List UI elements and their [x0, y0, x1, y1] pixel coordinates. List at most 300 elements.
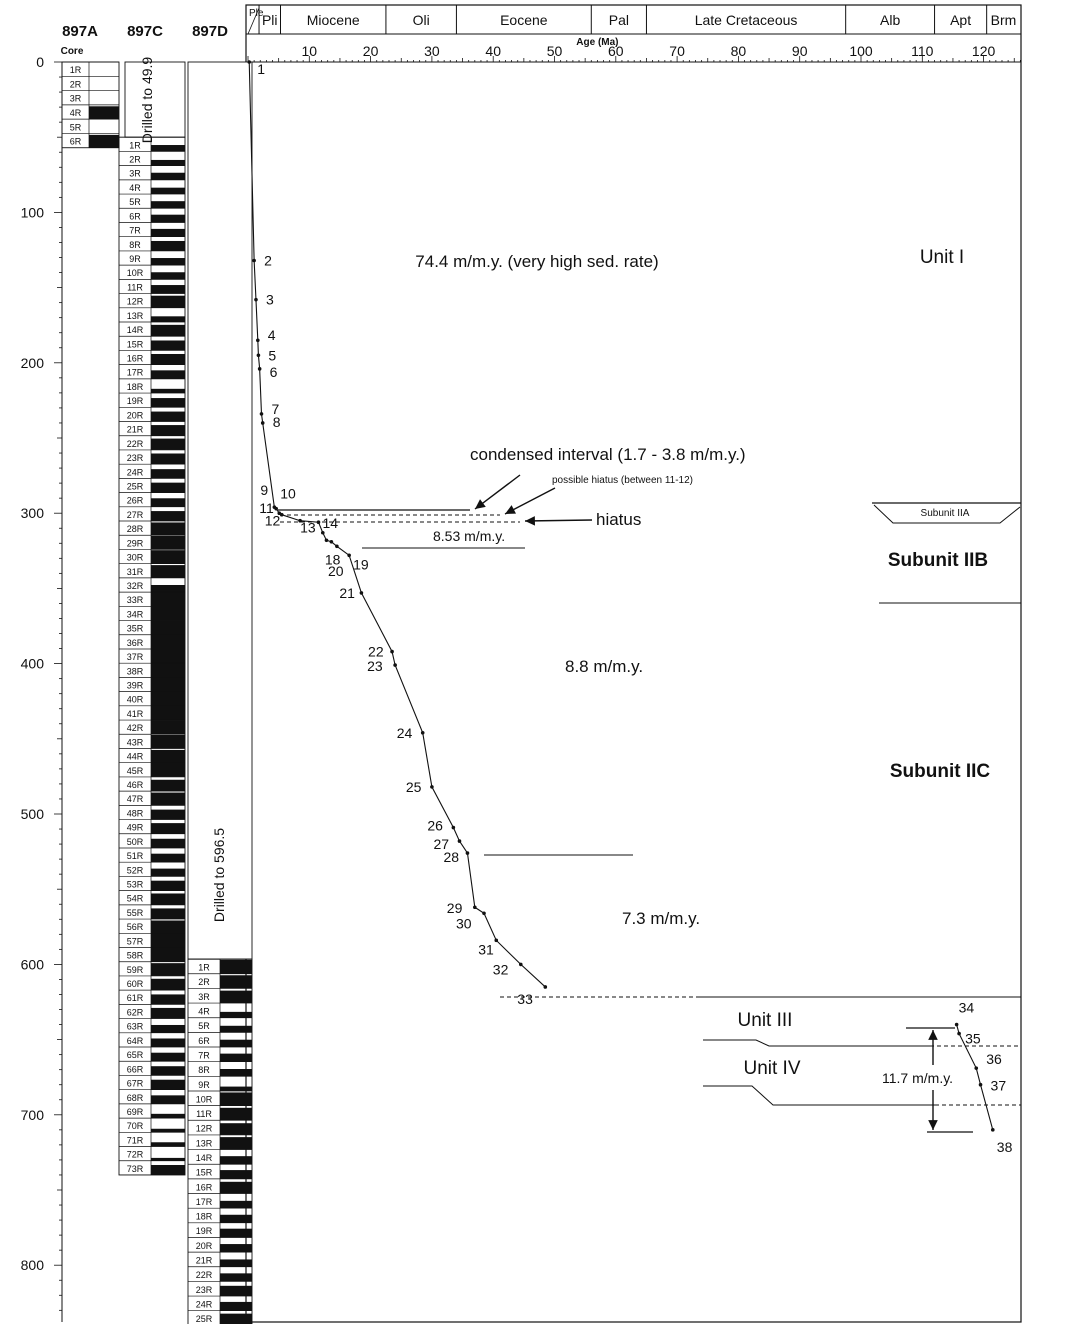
core-recovery-bar	[220, 1026, 252, 1033]
core-label-897d-14r: 14R	[195, 1152, 213, 1163]
core-recovery-bar	[151, 1129, 185, 1133]
datum-point-3	[254, 298, 258, 302]
core-recovery-bar	[151, 173, 185, 180]
datum-label-2: 2	[264, 252, 272, 269]
core-recovery-bar	[151, 606, 185, 620]
core-column-label: Core	[60, 46, 84, 57]
core-recovery-bar	[151, 469, 185, 478]
core-recovery-bar	[151, 412, 185, 422]
depth-tick-label: 800	[20, 1257, 44, 1274]
core-recovery-bar	[151, 483, 185, 493]
core-label-897c-29r: 29R	[126, 538, 144, 549]
datum-point-34	[955, 1023, 959, 1027]
core-recovery-bar	[151, 498, 185, 507]
core-label-897a-5r: 5R	[69, 122, 82, 133]
datum-label-11: 11	[259, 500, 274, 517]
core-recovery-bar	[220, 975, 252, 988]
datum-label-28: 28	[443, 849, 460, 866]
datum-point-32	[519, 963, 523, 967]
core-label-897c-42r: 42R	[126, 723, 144, 734]
core-label-897c-6r: 6R	[129, 211, 141, 222]
hole-label-897a: 897A	[62, 23, 98, 40]
core-label-897d-17r: 17R	[195, 1196, 213, 1207]
core-label-897c-64r: 64R	[126, 1035, 144, 1046]
age-depth-line-1	[249, 62, 545, 987]
core-label-897c-10r: 10R	[126, 268, 144, 279]
core-recovery-bar	[151, 1008, 185, 1019]
core-recovery-bar	[151, 398, 185, 407]
core-label-897c-8r: 8R	[129, 239, 141, 250]
core-recovery-bar	[151, 869, 185, 877]
core-recovery-bar	[151, 1114, 185, 1118]
datum-label-12: 12	[264, 512, 281, 529]
datum-label-30: 30	[456, 915, 472, 932]
unit-iii-label: Unit III	[737, 1010, 793, 1031]
core-label-897c-43r: 43R	[126, 737, 144, 748]
core-label-897c-28r: 28R	[126, 524, 144, 535]
datum-label-36: 36	[986, 1051, 1002, 1068]
core-label-897c-26r: 26R	[126, 495, 144, 506]
datum-label-7: 7	[271, 400, 280, 417]
core-label-897c-38r: 38R	[126, 666, 144, 677]
core-label-897c-57r: 57R	[126, 936, 144, 947]
core-recovery-bar	[151, 536, 185, 550]
datum-point-17	[330, 540, 334, 544]
core-label-897c-27r: 27R	[126, 509, 144, 520]
datum-label-21: 21	[339, 584, 355, 601]
datum-point-33	[544, 985, 548, 989]
core-label-897c-59r: 59R	[126, 964, 144, 975]
core-recovery-bar	[151, 201, 185, 208]
core-label-897d-15r: 15R	[195, 1167, 213, 1178]
core-recovery-bar	[89, 135, 119, 148]
hole-label-897c: 897C	[127, 23, 163, 40]
datum-label-31: 31	[478, 941, 494, 958]
core-label-897c-69r: 69R	[126, 1106, 144, 1117]
core-recovery-bar	[151, 823, 185, 834]
unit-iv-label: Unit IV	[743, 1058, 801, 1079]
datum-point-16	[325, 538, 329, 542]
core-recovery-bar	[151, 810, 185, 820]
core-recovery-bar	[151, 780, 185, 791]
datum-label-4: 4	[267, 327, 276, 344]
core-label-897d-2r: 2R	[198, 977, 210, 988]
datum-point-35	[957, 1032, 961, 1036]
core-recovery-bar	[151, 425, 185, 436]
core-recovery-bar	[151, 145, 185, 151]
core-recovery-bar	[151, 229, 185, 237]
rate-annotation-2: 8.53 m/m.y.	[433, 528, 506, 544]
datum-label-25: 25	[405, 778, 422, 795]
depth-tick-label: 200	[20, 354, 44, 371]
core-label-897c-20r: 20R	[126, 410, 144, 421]
datum-point-23	[393, 663, 397, 667]
core-recovery-bar	[151, 735, 185, 749]
epoch-label-oli: Oli	[412, 12, 430, 28]
datum-label-5: 5	[268, 347, 277, 364]
drilled-box-897c	[125, 62, 185, 137]
core-label-897c-49r: 49R	[126, 822, 144, 833]
core-recovery-bar	[151, 908, 185, 919]
datum-label-32: 32	[492, 961, 509, 978]
core-recovery-bar	[151, 1095, 185, 1104]
core-recovery-bar	[220, 1259, 252, 1266]
datum-label-24: 24	[396, 724, 413, 741]
datum-point-1	[247, 60, 251, 64]
core-recovery-bar	[151, 241, 185, 251]
datum-point-37	[979, 1083, 983, 1087]
subunit-iic-label: Subunit IIC	[889, 761, 991, 782]
core-label-897c-24r: 24R	[126, 467, 144, 478]
core-label-897d-20r: 20R	[195, 1240, 213, 1251]
core-label-897d-8r: 8R	[198, 1065, 210, 1076]
core-label-897c-17r: 17R	[126, 367, 144, 378]
core-label-897c-71r: 71R	[126, 1135, 144, 1146]
core-label-897c-1r: 1R	[129, 140, 141, 151]
core-label-897c-56r: 56R	[126, 922, 144, 933]
core-recovery-bar	[151, 522, 185, 535]
core-recovery-bar	[151, 325, 185, 336]
core-label-897c-11r: 11R	[127, 282, 143, 293]
datum-point-5	[257, 353, 261, 357]
core-label-897c-15r: 15R	[126, 339, 144, 350]
core-recovery-bar	[151, 839, 185, 848]
core-recovery-bar	[151, 511, 185, 521]
core-label-897c-53r: 53R	[126, 879, 144, 890]
datum-point-31	[494, 939, 498, 943]
age-axis-title: Age (Ma)	[576, 37, 619, 48]
core-recovery-bar	[151, 920, 185, 933]
core-label-897c-18r: 18R	[126, 381, 144, 392]
core-label-897a-2r: 2R	[69, 79, 82, 90]
core-label-897c-62r: 62R	[126, 1007, 144, 1018]
core-label-897c-34r: 34R	[126, 609, 144, 620]
age-tick-label: 90	[791, 43, 808, 59]
core-recovery-bar	[220, 1137, 252, 1149]
unit-iv-base	[703, 1086, 935, 1105]
datum-label-34: 34	[958, 999, 975, 1016]
depth-tick-label: 500	[20, 806, 44, 822]
core-label-897c-60r: 60R	[126, 979, 144, 990]
core-recovery-bar	[89, 106, 119, 119]
core-recovery-bar	[220, 991, 252, 1003]
depth-tick-label: 0	[36, 54, 44, 70]
datum-label-33: 33	[517, 990, 533, 1007]
core-label-897c-70r: 70R	[126, 1121, 144, 1132]
core-label-897c-13r: 13R	[126, 310, 144, 321]
core-recovery-bar	[151, 285, 185, 294]
core-label-897c-51r: 51R	[126, 851, 144, 862]
datum-point-27	[458, 839, 462, 843]
core-label-897c-4r: 4R	[129, 182, 141, 193]
core-label-897d-7r: 7R	[198, 1050, 210, 1061]
datum-label-23: 23	[367, 658, 383, 675]
core-recovery-bar	[151, 720, 185, 734]
core-recovery-bar	[220, 1069, 252, 1076]
datum-label-37: 37	[990, 1077, 1007, 1094]
core-recovery-bar	[151, 258, 185, 265]
core-label-897c-5r: 5R	[129, 197, 141, 208]
core-label-897d-23r: 23R	[195, 1284, 213, 1295]
core-recovery-bar	[151, 663, 185, 677]
core-recovery-bar	[151, 763, 185, 777]
epoch-label-miocene: Miocene	[306, 12, 360, 28]
core-label-897c-72r: 72R	[126, 1149, 144, 1160]
subunit-iia-label: Subunit IIA	[920, 508, 970, 519]
datum-label-22: 22	[368, 643, 384, 660]
core-label-897c-36r: 36R	[126, 637, 144, 648]
core-recovery-bar	[151, 1025, 185, 1033]
core-recovery-bar	[151, 963, 185, 976]
core-label-897c-58r: 58R	[126, 950, 144, 961]
core-recovery-bar	[151, 188, 185, 194]
core-label-897c-65r: 65R	[126, 1050, 144, 1061]
core-label-897c-52r: 52R	[126, 865, 144, 876]
datum-point-2	[252, 259, 256, 263]
core-label-897c-55r: 55R	[126, 907, 144, 918]
possible-hiatus-label: possible hiatus (between 11-12)	[552, 475, 694, 486]
core-label-897c-40r: 40R	[126, 694, 144, 705]
core-recovery-bar	[151, 1158, 185, 1161]
drilled-box-897d	[188, 62, 252, 959]
core-label-897a-6r: 6R	[69, 136, 82, 147]
age-tick-label: 20	[362, 43, 379, 59]
core-recovery-bar	[151, 272, 185, 279]
core-recovery-bar	[151, 1165, 185, 1175]
core-recovery-bar	[151, 1038, 185, 1047]
core-recovery-bar	[151, 649, 185, 663]
datum-label-27: 27	[433, 836, 450, 853]
epoch-label-brm: Brm	[990, 12, 1017, 28]
core-label-897c-47r: 47R	[126, 794, 144, 805]
hiatus-label: hiatus	[596, 510, 642, 529]
core-recovery-bar	[151, 439, 185, 450]
core-label-897d-9r: 9R	[198, 1079, 210, 1090]
datum-label-20: 20	[328, 563, 344, 579]
core-label-897c-37r: 37R	[126, 652, 144, 663]
datum-point-36	[974, 1066, 978, 1070]
drilled-note-897d: Drilled to 596.5	[211, 827, 227, 923]
datum-label-8: 8	[272, 413, 281, 430]
unit-i-label: Unit I	[919, 247, 965, 268]
core-label-897c-25r: 25R	[126, 481, 144, 492]
datum-label-19: 19	[353, 556, 369, 573]
core-label-897d-19r: 19R	[195, 1226, 213, 1237]
core-label-897c-19r: 19R	[126, 396, 144, 407]
age-tick-label: 10	[301, 43, 318, 59]
core-label-897d-22r: 22R	[195, 1270, 213, 1281]
unit-iii-iv-boundary	[703, 1040, 930, 1046]
hiatus-arrow-head	[525, 516, 535, 526]
rate-annotation-unit1: 74.4 m/m.y. (very high sed. rate)	[415, 252, 659, 271]
core-recovery-bar	[151, 340, 185, 350]
core-label-897c-3r: 3R	[129, 168, 141, 179]
core-label-897d-25r: 25R	[195, 1314, 213, 1324]
age-tick-label: 30	[424, 43, 440, 59]
datum-point-22	[390, 650, 394, 654]
rate-annotation-4: 7.3 m/m.y.	[622, 909, 701, 928]
core-recovery-bar	[220, 1156, 252, 1164]
core-recovery-bar	[151, 296, 185, 308]
core-recovery-bar	[220, 1244, 252, 1252]
core-recovery-bar	[151, 316, 185, 322]
epoch-label-late-cretaceous: Late Cretaceous	[694, 12, 798, 28]
epoch-label-apt: Apt	[950, 12, 972, 28]
core-label-897c-61r: 61R	[126, 993, 144, 1004]
datum-label-3: 3	[265, 291, 274, 308]
core-recovery-bar	[151, 592, 185, 606]
depth-tick-label: 100	[20, 204, 44, 221]
datum-point-18	[335, 544, 339, 548]
depth-tick-label: 700	[20, 1106, 44, 1123]
core-recovery-bar	[151, 979, 185, 990]
depth-tick-label: 300	[20, 505, 44, 522]
core-recovery-bar	[151, 454, 185, 465]
datum-label-18: 18	[324, 551, 341, 568]
datum-label-38: 38	[996, 1138, 1013, 1155]
core-recovery-bar	[151, 677, 185, 691]
epoch-label-ple: Ple	[249, 8, 264, 19]
core-label-897c-67r: 67R	[126, 1078, 144, 1089]
subunit-iib-label: Subunit IIB	[887, 550, 989, 571]
core-label-897a-3r: 3R	[69, 93, 82, 104]
datum-label-6: 6	[269, 363, 278, 380]
epoch-label-pli: Pli	[261, 12, 278, 28]
core-label-897d-11r: 11R	[196, 1109, 212, 1120]
datum-point-8	[261, 421, 265, 425]
drilled-note-897c: Drilled to 49.9	[139, 56, 155, 144]
core-label-897c-31r: 31R	[126, 566, 144, 577]
core-recovery-bar	[220, 1054, 252, 1062]
core-label-897c-16r: 16R	[126, 353, 144, 364]
core-label-897c-48r: 48R	[126, 808, 144, 819]
core-label-897c-46r: 46R	[126, 780, 144, 791]
age-tick-label: 120	[971, 43, 996, 59]
core-recovery-bar	[220, 1201, 252, 1208]
datum-point-28	[466, 851, 470, 855]
rate-arrow-up-head	[928, 1030, 938, 1040]
rate-annotation-3: 8.8 m/m.y.	[565, 657, 644, 676]
datum-label-26: 26	[427, 817, 443, 834]
epoch-label-pal: Pal	[608, 12, 629, 28]
core-recovery-bar	[220, 1215, 252, 1223]
age-tick-label: 80	[730, 43, 747, 59]
age-tick-label: 110	[911, 43, 934, 59]
core-recovery-bar	[151, 370, 185, 379]
core-recovery-bar	[220, 1087, 252, 1091]
core-label-897d-10r: 10R	[195, 1094, 213, 1105]
age-tick-label: 40	[485, 43, 501, 59]
datum-label-14: 14	[322, 515, 339, 532]
core-recovery-bar	[151, 1080, 185, 1090]
core-recovery-bar	[151, 354, 185, 365]
hole-label-897d: 897D	[192, 23, 228, 40]
core-label-897c-50r: 50R	[126, 836, 144, 847]
core-recovery-bar	[151, 881, 185, 891]
core-recovery-bar	[151, 893, 185, 904]
core-recovery-bar	[220, 1182, 252, 1194]
depth-tick-label: 400	[20, 655, 44, 672]
core-recovery-bar	[151, 1053, 185, 1062]
core-label-897d-21r: 21R	[195, 1255, 213, 1266]
core-label-897c-35r: 35R	[126, 623, 144, 634]
hiatus-arrow	[525, 520, 592, 521]
datum-point-30	[482, 911, 486, 915]
core-label-897c-21r: 21R	[126, 424, 144, 435]
datum-point-6	[258, 367, 262, 371]
datum-label-1: 1	[257, 61, 266, 77]
core-label-897c-7r: 7R	[129, 225, 141, 236]
core-label-897a-4r: 4R	[69, 108, 82, 119]
core-label-897d-5r: 5R	[198, 1021, 210, 1032]
datum-point-29	[473, 905, 477, 909]
core-recovery-bar	[151, 215, 185, 223]
condensed-interval-label: condensed interval (1.7 - 3.8 m/m.y.)	[470, 445, 746, 464]
rate-annotation-5: 11.7 m/m.y.	[882, 1070, 954, 1086]
core-label-897c-63r: 63R	[126, 1021, 144, 1032]
core-label-897d-24r: 24R	[195, 1299, 213, 1310]
core-label-897c-66r: 66R	[126, 1064, 144, 1075]
datum-point-38	[991, 1128, 995, 1132]
core-label-897c-12r: 12R	[126, 296, 144, 307]
core-label-897c-14r: 14R	[126, 325, 144, 336]
datum-point-10	[274, 507, 278, 511]
epoch-label-alb: Alb	[880, 12, 901, 28]
datum-point-7	[260, 412, 264, 416]
core-label-897d-16r: 16R	[195, 1182, 213, 1193]
core-label-897c-9r: 9R	[129, 254, 141, 265]
core-recovery-bar	[151, 933, 185, 947]
age-tick-label: 50	[546, 43, 563, 59]
core-label-897d-1r: 1R	[198, 962, 210, 973]
rate-arrow-down-head	[928, 1120, 938, 1130]
core-recovery-bar	[220, 1040, 252, 1047]
core-recovery-bar	[220, 1123, 252, 1135]
datum-point-25	[430, 785, 434, 789]
datum-label-29: 29	[446, 900, 463, 917]
core-label-897c-30r: 30R	[126, 552, 144, 563]
core-recovery-bar	[151, 585, 185, 592]
core-recovery-bar	[151, 160, 185, 166]
core-recovery-bar	[151, 793, 185, 806]
core-label-897c-44r: 44R	[126, 751, 144, 762]
datum-point-21	[360, 591, 364, 595]
core-recovery-bar	[151, 854, 185, 863]
epoch-label-eocene: Eocene	[500, 12, 548, 28]
core-recovery-bar	[220, 960, 252, 974]
core-recovery-bar	[151, 1142, 185, 1146]
datum-point-19	[347, 554, 351, 558]
core-recovery-bar	[220, 1108, 252, 1120]
core-label-897c-73r: 73R	[126, 1163, 144, 1174]
core-label-897d-6r: 6R	[198, 1035, 210, 1046]
core-recovery-bar	[220, 1012, 252, 1018]
datum-label-10: 10	[280, 485, 296, 502]
core-label-897c-41r: 41R	[126, 708, 144, 719]
core-recovery-bar	[220, 1286, 252, 1296]
core-label-897c-32r: 32R	[126, 580, 144, 591]
datum-point-24	[421, 731, 425, 735]
datum-point-4	[256, 338, 260, 342]
datum-label-13: 13	[300, 519, 316, 536]
core-recovery-bar	[151, 750, 185, 763]
core-recovery-bar	[151, 948, 185, 962]
datum-label-9: 9	[260, 482, 269, 499]
datum-point-26	[452, 826, 456, 830]
core-label-897c-2r: 2R	[129, 154, 141, 165]
core-label-897d-18r: 18R	[195, 1211, 213, 1222]
core-recovery-bar	[220, 1229, 252, 1238]
